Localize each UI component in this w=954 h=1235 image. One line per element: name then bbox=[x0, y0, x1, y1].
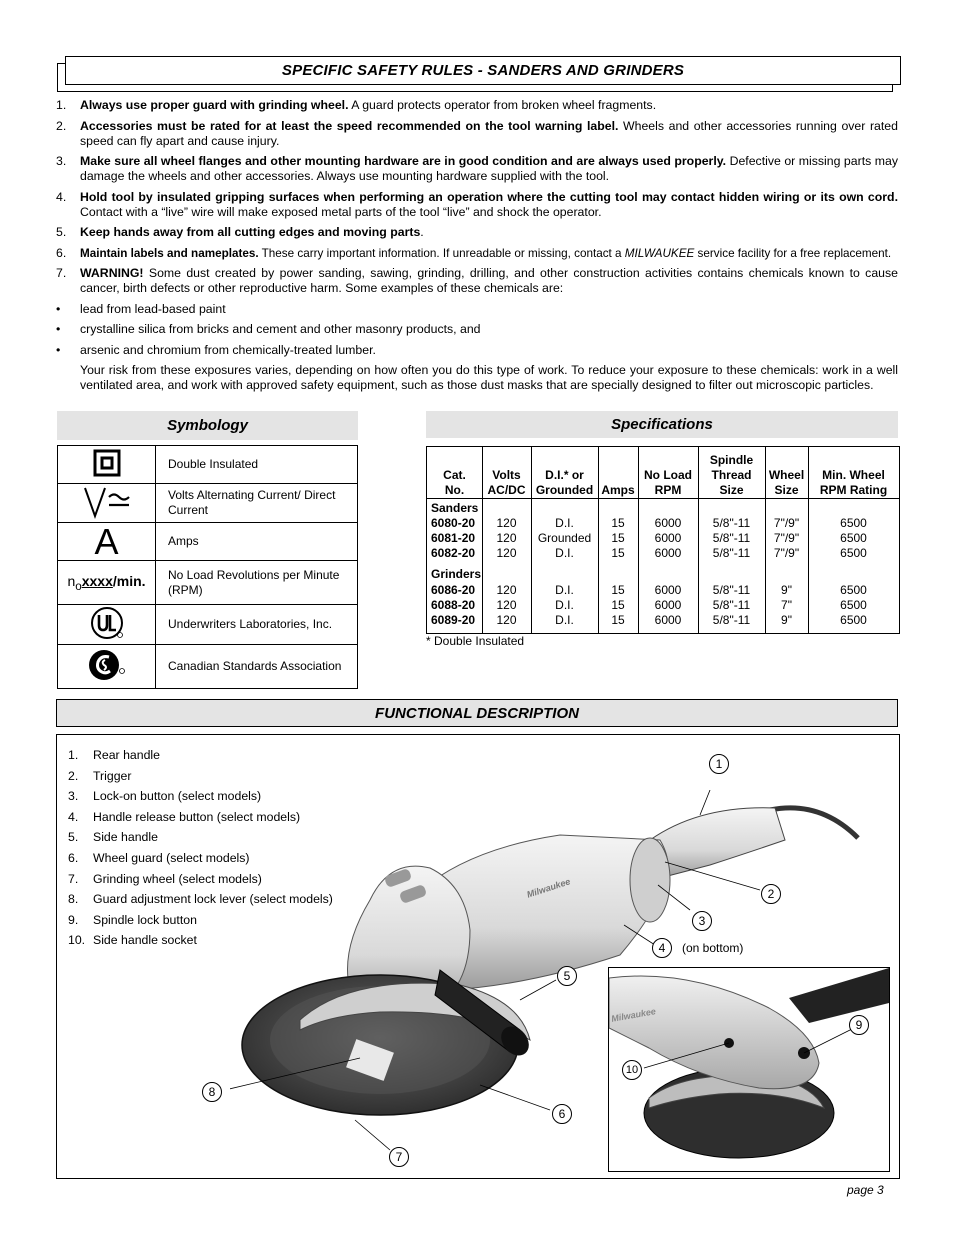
rule-number: 2. bbox=[56, 118, 67, 133]
callout-10: 10 bbox=[622, 1060, 642, 1080]
symbology-header bbox=[57, 411, 358, 440]
inset-illustration bbox=[608, 967, 890, 1172]
callout-6: 6 bbox=[552, 1104, 572, 1124]
functional-item bbox=[68, 766, 333, 787]
spec-cell-rpm: 6000 bbox=[654, 613, 682, 627]
functional-item-label: Grinding wheel (select models) bbox=[93, 871, 262, 886]
symbology-row bbox=[58, 645, 358, 689]
symbology-table bbox=[57, 445, 358, 689]
functional-item-number: 8. bbox=[68, 892, 79, 907]
spec-cell-min-rpm: 6500 bbox=[840, 598, 867, 612]
spec-header-di: D.I.* or Grounded bbox=[535, 468, 594, 497]
spec-footnote: * Double Insulated bbox=[426, 634, 525, 648]
rule-text: Accessories must be rated for at least the speed recommended on the tool warning label. Wheels and other accessories running over rated speed can fly apart and cause injury. bbox=[80, 118, 898, 148]
rule-text: Maintain labels and nameplates. These carry important information. If unreadable or missing, contact a MILWAUKEE service facility for a free replacement. bbox=[80, 246, 892, 260]
functional-item-number: 10. bbox=[68, 933, 86, 948]
functional-item-label: Side handle socket bbox=[93, 933, 197, 948]
ul-logo-icon bbox=[58, 605, 156, 645]
spec-cell-rpm: 6000 bbox=[654, 583, 682, 597]
functional-item-number: 7. bbox=[68, 871, 79, 886]
functional-item-label: Handle release button (select models) bbox=[93, 809, 301, 824]
bullet-item bbox=[56, 302, 898, 317]
functional-item-label: Wheel guard (select models) bbox=[93, 850, 250, 865]
bullet-text: crystalline silica from bricks and cement and other masonry products, and bbox=[80, 322, 481, 336]
spec-cell-min-rpm: 6500 bbox=[840, 613, 867, 627]
spec-cat-no: 6080-20 bbox=[431, 516, 476, 530]
spec-cat-no: 6086-20 bbox=[431, 583, 476, 597]
spec-cell-wheel: 7" bbox=[781, 598, 792, 612]
spec-cat-no: 6089-20 bbox=[431, 613, 476, 627]
functional-item-label: Spindle lock button bbox=[93, 912, 197, 927]
functional-item-label: Trigger bbox=[93, 768, 132, 783]
spec-cell-wheel: 7"/9" bbox=[773, 546, 800, 560]
spec-header-wheel: Wheel Size bbox=[768, 468, 805, 497]
spec-cell-volts: 120 bbox=[496, 583, 517, 597]
rule-text: WARNING! Some dust created by power sanding, sawing, grinding, drilling, and other construction activities contains chemicals known to cause cancer, birth defects or other reproductive harm. Some examples of these chemicals are: bbox=[80, 266, 898, 295]
callout-note: (on bottom) bbox=[682, 941, 744, 955]
spec-cell-amps: 15 bbox=[611, 613, 625, 627]
spec-cell-min-rpm: 6500 bbox=[840, 546, 867, 560]
spec-cell-thread: 5/8"-11 bbox=[712, 516, 751, 530]
symbol-description: Volts Alternating Current/ Direct Current bbox=[156, 484, 358, 523]
spec-header-volts: Volts AC/DC bbox=[487, 468, 526, 497]
spec-cell-di: D.I. bbox=[555, 598, 574, 612]
callout-4: 4 bbox=[652, 938, 672, 958]
spec-cell-amps: 15 bbox=[611, 516, 625, 530]
rule-item bbox=[56, 154, 898, 184]
bullet-text: lead from lead-based paint bbox=[80, 301, 226, 316]
spec-cell-di: D.I. bbox=[555, 583, 574, 597]
spec-cell-di: D.I. bbox=[555, 516, 574, 530]
bullet: • bbox=[56, 322, 61, 336]
rule-text: Hold tool by insulated gripping surfaces when performing an operation where the cutting tool may contact hidden wiring or its own cord. Contact with a “live” wire will make exposed metal parts of the tool “live” and shock the operator. bbox=[80, 189, 898, 219]
brand-mark: Milwaukee bbox=[525, 876, 572, 900]
functional-item-number: 5. bbox=[68, 830, 79, 845]
spec-group-name: Grinders bbox=[431, 567, 482, 581]
functional-item-number: 3. bbox=[68, 789, 79, 804]
rule-number: 7. bbox=[56, 266, 67, 280]
symbol-description: Canadian Standards Association bbox=[156, 645, 358, 689]
spec-group-name: Sanders bbox=[431, 501, 479, 515]
symbol-description: No Load Revolutions per Minute (RPM) bbox=[156, 561, 358, 605]
spec-cell-volts: 120 bbox=[496, 613, 517, 627]
symbology-row bbox=[58, 523, 358, 561]
spec-cell-amps: 15 bbox=[611, 546, 625, 560]
functional-header bbox=[56, 699, 898, 727]
rule-number: 6. bbox=[56, 245, 67, 260]
spec-cell-amps: 15 bbox=[611, 583, 625, 597]
callout-8: 8 bbox=[202, 1082, 222, 1102]
spec-cell-amps: 15 bbox=[611, 598, 625, 612]
spec-cell-thread: 5/8"-11 bbox=[712, 583, 751, 597]
rule-text: Always use proper guard with grinding wheel. A guard protects operator from broken wheel fragments. bbox=[80, 98, 657, 112]
functional-item-label: Side handle bbox=[93, 830, 158, 845]
specifications-title: Specifications bbox=[611, 416, 713, 433]
rule-item bbox=[56, 119, 898, 149]
functional-item-number: 1. bbox=[68, 748, 79, 762]
rule-number: 5. bbox=[56, 225, 67, 239]
bullet-item bbox=[56, 343, 898, 358]
spec-cell-thread: 5/8"-11 bbox=[712, 613, 751, 627]
double-insulated-icon bbox=[58, 446, 156, 484]
spec-header-rpm: No Load RPM bbox=[644, 468, 692, 497]
spec-cat-no: 6081-20 bbox=[431, 531, 476, 545]
page-number: page 3 bbox=[847, 1183, 884, 1197]
spec-cell-wheel: 7"/9" bbox=[773, 531, 800, 545]
spec-cell-rpm: 6000 bbox=[654, 598, 682, 612]
callout-1: 1 bbox=[709, 754, 729, 774]
no-load-rpm-icon: $n_oxxxx/\min$. bbox=[58, 561, 156, 605]
section-banner bbox=[65, 56, 901, 85]
symbology-row bbox=[58, 605, 358, 645]
bullet: • bbox=[56, 301, 61, 316]
rule-number: 4. bbox=[56, 189, 67, 204]
spec-cat-no: 6088-20 bbox=[431, 598, 476, 612]
functional-item-number: 6. bbox=[68, 850, 79, 865]
spec-header-cat: Cat. No. bbox=[443, 468, 466, 497]
callout-7: 7 bbox=[389, 1147, 409, 1167]
csa-logo-icon bbox=[58, 645, 156, 689]
rule-text: Keep hands away from all cutting edges and moving parts. bbox=[80, 225, 424, 239]
bullet-item bbox=[56, 322, 898, 337]
spec-header-min-rpm: Min. Wheel RPM Rating bbox=[819, 468, 888, 497]
rule-item bbox=[56, 98, 898, 113]
rule-item bbox=[56, 225, 898, 240]
spec-cell-di: D.I. bbox=[555, 613, 574, 627]
volts-ac-dc-icon bbox=[58, 484, 156, 523]
bullet: • bbox=[56, 342, 61, 357]
callout-3: 3 bbox=[692, 911, 712, 931]
callout-5: 5 bbox=[557, 966, 577, 986]
inset-grinder-image bbox=[609, 968, 889, 1171]
spec-header-thread: Spindle Thread Size bbox=[709, 453, 754, 497]
rule-number: 1. bbox=[56, 98, 67, 112]
functional-item-number: 9. bbox=[68, 912, 79, 927]
bullet-text: arsenic and chromium from chemically-treated lumber. bbox=[80, 342, 376, 357]
specifications-header bbox=[426, 411, 898, 438]
spec-cell-volts: 120 bbox=[496, 531, 517, 545]
spec-cell-amps: 15 bbox=[611, 531, 625, 545]
spec-cell-volts: 120 bbox=[496, 546, 517, 560]
functional-item-number: 2. bbox=[68, 768, 79, 783]
rule-item bbox=[56, 266, 898, 296]
rule-item bbox=[56, 246, 898, 261]
spec-cell-min-rpm: 6500 bbox=[840, 516, 867, 530]
symbol-description: Double Insulated bbox=[156, 446, 358, 484]
functional-item-number: 4. bbox=[68, 809, 79, 824]
risk-text: Your risk from these exposures varies, depending on how often you do this type of work. To reduce your exposure to these chemicals: work in a well ventilated area, and work with approved safety equipment, such as those dust masks that are specially designed to filter out microscopic particles. bbox=[80, 363, 898, 392]
rule-item bbox=[56, 190, 898, 220]
symbol-description: Amps bbox=[156, 523, 358, 561]
spec-cell-volts: 120 bbox=[496, 598, 517, 612]
spec-cell-min-rpm: 6500 bbox=[840, 583, 867, 597]
symbology-row bbox=[58, 446, 358, 484]
functional-title: FUNCTIONAL DESCRIPTION bbox=[375, 704, 579, 722]
symbology-row bbox=[58, 484, 358, 523]
spec-cell-wheel: 9" bbox=[781, 583, 792, 597]
spec-cell-thread: 5/8"-11 bbox=[712, 531, 751, 545]
spec-header-amps: Amps bbox=[601, 483, 635, 497]
spec-cell-volts: 120 bbox=[496, 516, 517, 530]
functional-item bbox=[68, 745, 333, 766]
spec-cell-thread: 5/8"-11 bbox=[712, 598, 751, 612]
banner-title: SPECIFIC SAFETY RULES - SANDERS AND GRINDERS bbox=[281, 62, 685, 79]
amps-icon: A bbox=[58, 523, 156, 561]
inset-brand-mark: Milwaukee bbox=[610, 1006, 657, 1024]
symbol-description: Underwriters Laboratories, Inc. bbox=[156, 605, 358, 645]
spec-cell-rpm: 6000 bbox=[654, 546, 682, 560]
functional-item-label: Lock-on button (select models) bbox=[93, 789, 262, 804]
symbology-row bbox=[58, 561, 358, 605]
spec-cat-no: 6082-20 bbox=[431, 546, 476, 560]
spec-cell-thread: 5/8"-11 bbox=[712, 546, 751, 560]
callout-9: 9 bbox=[849, 1015, 869, 1035]
spec-cell-wheel: 9" bbox=[781, 613, 792, 627]
functional-item-label: Rear handle bbox=[93, 748, 160, 762]
spec-cell-min-rpm: 6500 bbox=[840, 531, 867, 545]
callout-2: 2 bbox=[761, 884, 781, 904]
specifications-table bbox=[426, 446, 900, 634]
rule-number: 3. bbox=[56, 154, 67, 168]
symbology-title: Symbology bbox=[167, 417, 248, 434]
spec-cell-rpm: 6000 bbox=[654, 531, 682, 545]
spec-cell-di: D.I. bbox=[555, 546, 574, 560]
spec-cell-di: Grounded bbox=[537, 531, 592, 545]
spec-cell-wheel: 7"/9" bbox=[773, 516, 800, 530]
spec-cell-rpm: 6000 bbox=[654, 516, 682, 530]
functional-item-label: Guard adjustment lock lever (select models) bbox=[93, 892, 333, 907]
safety-rules-list bbox=[56, 98, 898, 399]
rule-text: Make sure all wheel flanges and other mounting hardware are in good condition and are always used properly. Defective or missing parts may damage the wheels and other accessories. Always use mounting hardware supplied with the tool. bbox=[80, 154, 898, 183]
risk-paragraph bbox=[56, 363, 898, 393]
